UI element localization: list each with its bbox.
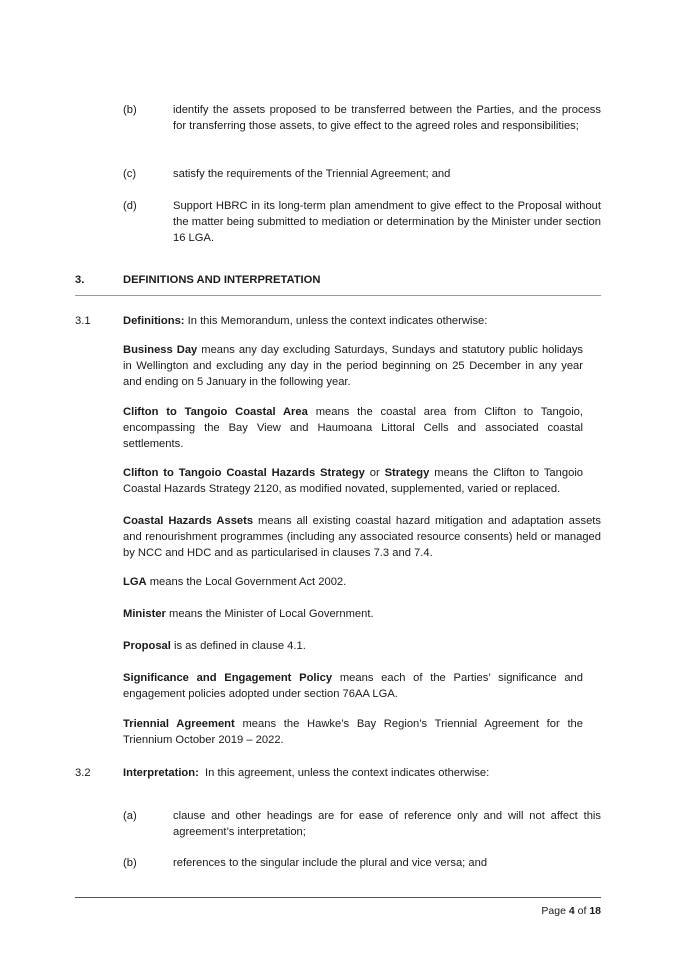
clause-intro: In this agreement, unless the context indicates otherwise: [205, 767, 490, 779]
clause-heading: Definitions: [123, 315, 185, 327]
definition-connector: or [369, 467, 380, 479]
list-marker: (d) [123, 200, 137, 212]
definition-term: Significance and Engagement Policy [123, 672, 333, 684]
definition-term: Coastal Hazards Assets [123, 515, 254, 527]
definition [123, 342, 583, 390]
definition [123, 513, 601, 561]
definition-text: means any day excluding Saturdays, Sundays and statutory public holidays in Wellington and excluding any day in the period beginning on 25 December in any year and ending on 5 January in the following year. [123, 344, 584, 388]
clause-text [123, 765, 601, 781]
definition-term: Minister [123, 608, 166, 620]
definition-text: means the Hawke’s Bay Region’s Triennial Agreement for the Triennium October 2019 – 2022. [123, 718, 583, 746]
footer-divider [75, 897, 601, 898]
list-marker: (b) [123, 104, 137, 116]
list-marker: (a) [123, 810, 137, 822]
definition [123, 670, 583, 702]
definition-text: means the Clifton to Tangoio Coastal Hazards Strategy 2120, as modified novated, supplemented, varied or replaced. [123, 467, 584, 495]
clause-number: 3.2 [75, 767, 91, 779]
page-number: Page 4 of 18 [541, 905, 601, 917]
section-title: DEFINITIONS AND INTERPRETATION [123, 274, 321, 286]
definition [123, 716, 583, 748]
definition-term: Business Day [123, 344, 198, 356]
list-item-text: identify the assets proposed to be transferred between the Parties, and the process for transferring those assets, to give effect to the agreed roles and responsibilities; [173, 104, 601, 132]
definition-text: means the Minister of Local Government. [169, 608, 374, 620]
definition-text: is as defined in clause 4.1. [173, 640, 306, 652]
definition [123, 638, 601, 654]
clause-text [123, 313, 601, 329]
definition [123, 404, 583, 452]
clause-intro: In this Memorandum, unless the context indicates otherwise: [187, 315, 488, 327]
definition [123, 606, 601, 622]
list-item-text: references to the singular include the plural and vice versa; and [173, 857, 488, 869]
list-marker: (b) [123, 857, 137, 869]
definition-term: Triennial Agreement [123, 718, 235, 730]
definition-term: Clifton to Tangoio Coastal Area [123, 406, 308, 418]
section-divider [75, 295, 601, 296]
definition [123, 465, 583, 497]
list-item-text: clause and other headings are for ease of reference only and will not affect this agreement’s interpretation; [173, 810, 601, 838]
definition-text: means the coastal area from Clifton to Tangoio, encompassing the Bay View and Haumoana Littoral Cells and associated coastal settlements. [123, 406, 584, 450]
definition-term: LGA [123, 576, 147, 588]
definition-term: Clifton to Tangoio Coastal Hazards Strategy [123, 467, 365, 479]
clause-heading: Interpretation: [123, 767, 199, 779]
definition-term: Proposal [123, 640, 171, 652]
definition-text: means each of the Parties’ significance and engagement policies adopted under section 76AA LGA. [123, 672, 583, 700]
definition-text: means all existing coastal hazard mitigation and adaptation assets and renourishment programmes (including any associated resource consents) held or managed by NCC and HDC and as particularised in clauses 7.3 and 7.4. [123, 515, 601, 559]
definition-alt-term: Strategy [384, 467, 430, 479]
list-marker: (c) [123, 168, 137, 180]
list-item-text: Support HBRC in its long-term plan amendment to give effect to the Proposal without the matter being submitted to mediation or determination by the Minister under section 16 LGA. [173, 200, 601, 244]
definition-text: means the Local Government Act 2002. [149, 576, 347, 588]
definition [123, 574, 601, 590]
section-number: 3. [75, 274, 85, 286]
clause-number: 3.1 [75, 315, 91, 327]
list-item-text: satisfy the requirements of the Triennial Agreement; and [173, 168, 451, 180]
